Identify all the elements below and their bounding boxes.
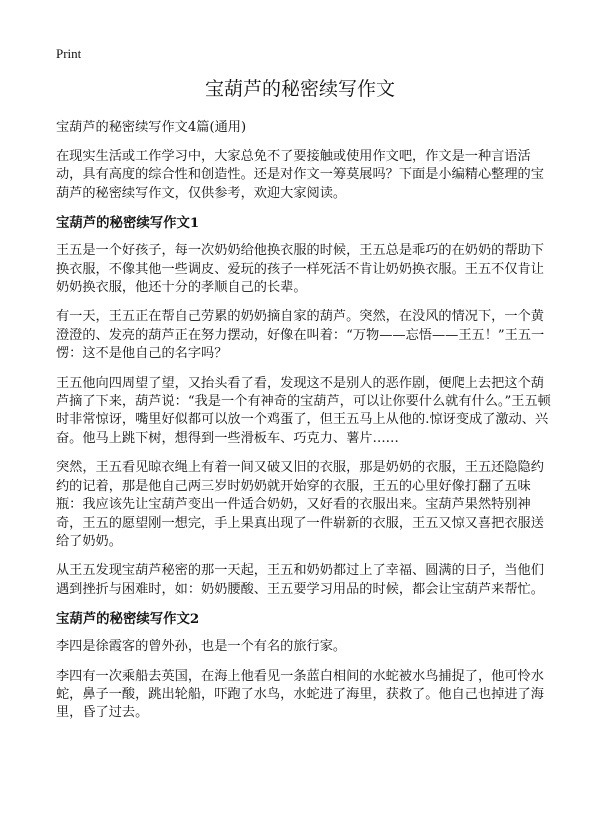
essay-paragraph: 从王五发现宝葫芦秘密的那一天起，王五和奶奶都过上了幸福、圆满的日子，当他们遇到挫折与困难时，如：奶奶腰酸、王五要学习用品的时候，都会让宝葫芦来帮忙。 <box>56 563 544 597</box>
intro-paragraph: 在现实生活或工作学习中，大家总免不了要接触或使用作文吧，作文是一种言语活动，具有高度的综合性和创造性。还是对作文一筹莫展吗？下面是小编精心整理的宝葫芦的秘密续写作文，仅供参考，欢迎大家阅读。 <box>56 149 544 201</box>
essay-paragraph: 王五是一个好孩子，每一次奶奶给他换衣服的时候，王五总是乖巧的在奶奶的帮助下换衣服，不像其他一些调皮、爱玩的孩子一样死活不肯让奶奶换衣服。王五不仅肯让奶奶换衣服，他还十分的孝顺自己的长辈。 <box>56 243 544 296</box>
essay-paragraph: 王五他向四周望了望，又抬头看了看，发现这不是别人的恶作剧，便爬上去把这个葫芦摘了下来，葫芦说：“我是一个有神奇的宝葫芦，可以让你要什么就有什么。”王五顿时非常惊讶，嘴里好似都可以放一个鸡蛋了，但王五马上从他的.惊讶变成了激动、兴奋。他马上跳下树，想得到一些滑板车、巧克力、薯片…… <box>56 375 551 446</box>
document-subtitle: 宝葫芦的秘密续写作文4篇(通用) <box>56 120 247 135</box>
essay-paragraph: 有一天，王五正在帮自己劳累的奶奶摘自家的葫芦。突然，在没风的情况下，一个黄澄澄的、发亮的葫芦正在努力摆动，好像在叫着：“万物——忘悟——王五！”王五一愣：这不是他自己的名字吗？ <box>56 309 545 362</box>
essay-paragraph: 李四有一次乘船去英国，在海上他看见一条蓝白相间的水蛇被水鸟捕捉了，他可怜水蛇，鼻子一酸，跳出轮船，吓跑了水鸟，水蛇进了海里，获救了。他自己也掉进了海里，昏了过去。 <box>56 668 544 721</box>
page-title: 宝葫芦的秘密续写作文 <box>204 78 395 100</box>
essay-paragraph: 突然，王五看见晾衣绳上有着一间又破又旧的衣服，那是奶奶的衣服，王五还隐隐约约的记着，那是他自己两三岁时奶奶就开始穿的衣服，王五的心里好像打翻了五味瓶：我应该先让宝葫芦变出一件适合奶奶，又好看的衣服出来。宝葫芦果然特别神奇，王五的愿望刚一想完，手上果真出现了一件崭新的衣服，王五又惊又喜把衣服送给了奶奶。 <box>56 460 544 549</box>
section-heading: 宝葫芦的秘密续写作文1 <box>56 215 200 232</box>
essay-section-1 <box>56 214 552 599</box>
document-body <box>56 119 552 734</box>
print-label[interactable]: Print <box>56 46 82 61</box>
section-heading: 宝葫芦的秘密续写作文2 <box>56 611 200 628</box>
essay-paragraph: 李四是徐霞客的曾外孙，也是一个有名的旅行家。 <box>56 639 347 655</box>
essay-section-2 <box>56 610 552 723</box>
